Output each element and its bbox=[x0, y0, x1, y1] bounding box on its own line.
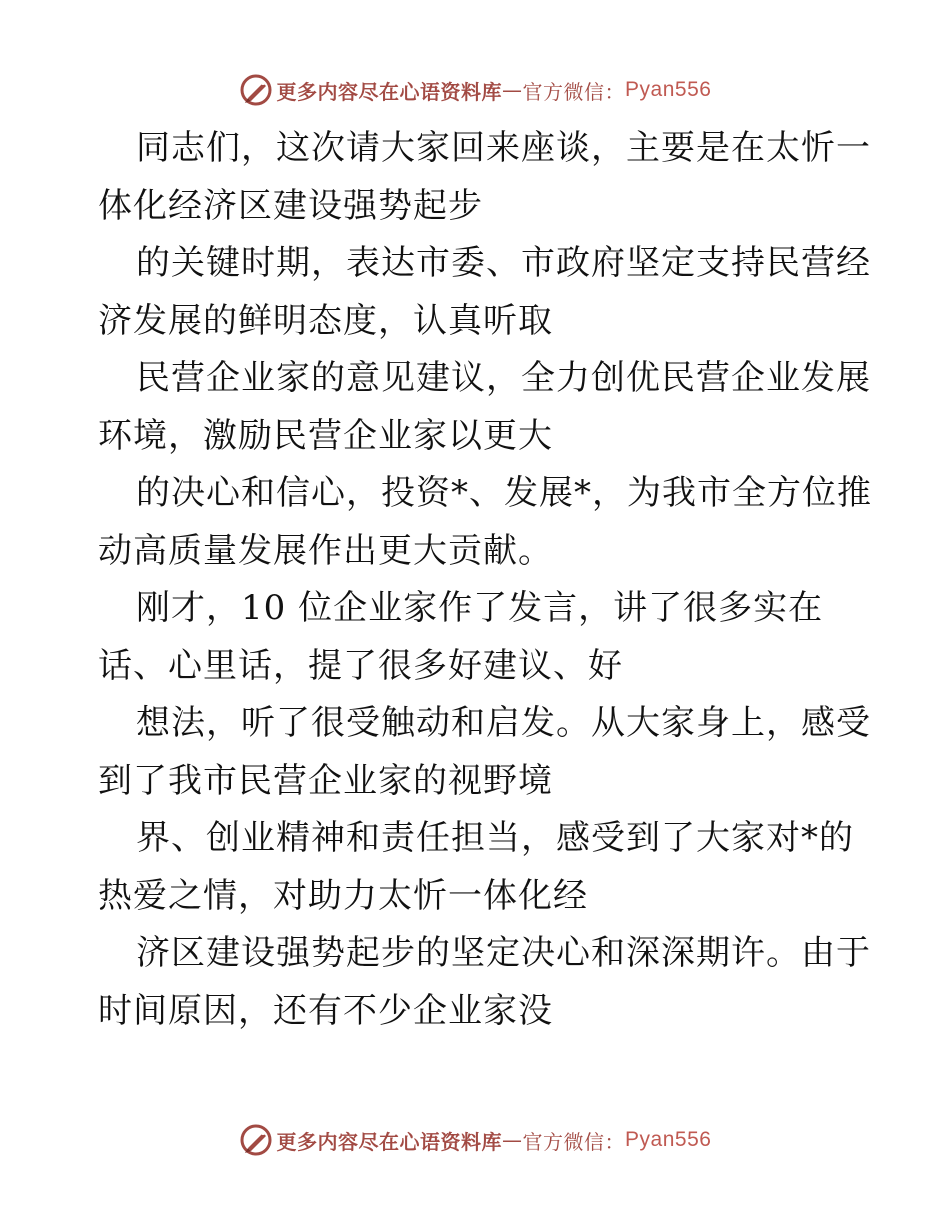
footer-separator: — bbox=[502, 1128, 523, 1152]
text-line: 界、创业精神和责任担当，感受到了大家对*的 bbox=[136, 818, 854, 858]
text-line: 民营企业家的意见建议，全力创优民营企业发展 bbox=[136, 358, 871, 398]
text-line: 刚才，10 位企业家作了发言，讲了很多实在 bbox=[136, 588, 824, 628]
text-line: 想法，听了很受触动和启发。从大家身上，感受 bbox=[136, 703, 871, 743]
footer-wechat-label: 官方微信： bbox=[522, 1129, 626, 1154]
text-line: 体化经济区建设强势起步 bbox=[98, 185, 483, 226]
header-wechat-id: Pyan556 bbox=[625, 78, 712, 101]
header-banner bbox=[0, 70, 950, 110]
text-line: 话、心里话，提了很多好建议、好 bbox=[98, 645, 623, 686]
text-line: 同志们，这次请大家回来座谈，主要是在太忻一 bbox=[136, 128, 871, 168]
footer-site-name: 更多内容尽在心语资料库 bbox=[276, 1129, 503, 1154]
document-body bbox=[98, 120, 878, 1040]
text-line: 时间原因，还有不少企业家没 bbox=[98, 990, 553, 1031]
text-line: 济发展的鲜明态度，认真听取 bbox=[98, 300, 553, 341]
header-separator: — bbox=[502, 78, 523, 102]
text-line: 的决心和信心，投资*、发展*，为我市全方位推 bbox=[136, 473, 872, 513]
footer-banner bbox=[0, 1120, 950, 1160]
text-line: 动高质量发展作出更大贡献。 bbox=[98, 530, 553, 571]
text-line: 到了我市民营企业家的视野境 bbox=[98, 760, 553, 801]
text-line: 的关键时期，表达市委、市政府坚定支持民营经 bbox=[136, 243, 871, 283]
pen-nib-logo-icon bbox=[239, 73, 273, 107]
text-line: 热爱之情，对助力太忻一体化经 bbox=[98, 875, 588, 916]
pen-nib-logo-icon bbox=[239, 1123, 273, 1157]
footer-wechat-id: Pyan556 bbox=[625, 1128, 712, 1151]
text-line: 济区建设强势起步的坚定决心和深深期许。由于 bbox=[136, 933, 871, 973]
header-wechat-label: 官方微信： bbox=[522, 79, 626, 104]
text-line: 环境，激励民营企业家以更大 bbox=[98, 415, 553, 456]
header-site-name: 更多内容尽在心语资料库 bbox=[276, 79, 503, 104]
